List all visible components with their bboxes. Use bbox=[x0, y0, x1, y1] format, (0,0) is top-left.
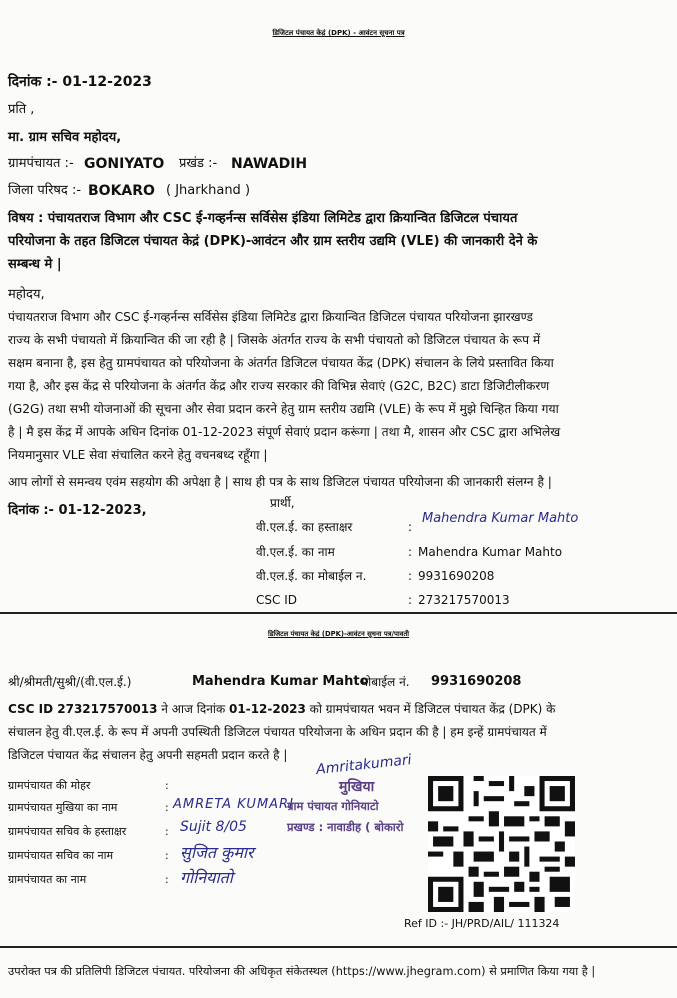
body-line-1: पंचायतराज विभाग और CSC ई-गव्हर्नन्स सर्विसेस इंडिया लिमिटेड द्वारा क्रियान्वित डिजिटल पंचायत परियोजना झारखण्ड bbox=[8, 310, 533, 324]
subject-line-2: परियोजना के तहत डिजिटल पंचायत केद्रं (DPK)-आवंटन और ग्राम स्तरीय उद्यमि (VLE) की जानकारी देने के bbox=[8, 234, 538, 249]
letter-title: डिजिटल पंचायत केद्रं (DPK) - आवंटन सूचना पत्र bbox=[272, 29, 405, 37]
salutation: महोदय, bbox=[8, 287, 45, 302]
subject-line-1: विषय : पंचायतराज विभाग और CSC ई-गव्हर्नन्स सर्विसेस इंडिया लिमिटेड द्वारा क्रियान्वित डिजिटल पंचायत bbox=[8, 211, 518, 226]
mukhiya-name-label: ग्रामपंचायत मुखिया का नाम bbox=[8, 801, 118, 814]
body-line-7: नियमानुसार VLE सेवा संचालित करने हेतु वचनबध्द रहूँगा | bbox=[8, 448, 268, 462]
secretary-name-label: ग्रामपंचायत सचिव का नाम bbox=[8, 849, 114, 862]
receipt-title: डिजिटल पंचायत केद्रं (DPK)-आवंटन सूचना पत्र/पावती bbox=[267, 630, 410, 638]
prati: प्रति , bbox=[8, 102, 35, 117]
receipt-csc-id: CSC ID 273217570013 bbox=[8, 702, 158, 716]
district-value: BOKARO bbox=[88, 183, 155, 199]
stamp-block: प्रखण्ड : नावाडीह ( बोकारो bbox=[287, 820, 404, 834]
footer-divider bbox=[0, 946, 677, 948]
qr-code-icon bbox=[428, 776, 575, 912]
stamp-gram-panchayat: ग्राम पंचायत गोनियाटो bbox=[287, 799, 379, 813]
secretary-name-colon: : bbox=[165, 849, 169, 862]
vle-mobile-value: 9931690208 bbox=[418, 569, 495, 583]
handwritten-signature-top: Amritakumari bbox=[315, 752, 413, 778]
panchayat-name-label: ग्रामपंचायत का नाम bbox=[8, 873, 87, 886]
body-line-6: है | मै इस केंद्र में आपके अधिन दिनांक 01-12-2023 संपूर्ण सेवाएं प्रदान करूंगा | तथा मै, शासन और CSC द्वारा अभिलेख bbox=[8, 425, 561, 439]
handwritten-panchayat-name: गोनियातो bbox=[180, 868, 233, 887]
csc-id-colon: : bbox=[408, 593, 413, 607]
block-value: NAWADIH bbox=[231, 156, 308, 172]
panchayat-name-colon: : bbox=[165, 873, 169, 886]
vle-signature-label: वी.एल.ई. का हस्ताक्षर bbox=[256, 520, 353, 534]
gram-panchayat-label: ग्रामपंचायत :- bbox=[8, 156, 74, 171]
body-line-2: राज्य के सभी पंचायतो में क्रियान्वित की जा रही है | जिसके अंतर्गत राज्य के सभी पंचायतो को डिजिटल पंचायत के रूप में bbox=[8, 333, 541, 347]
stamp-mukhiya: मुखिया bbox=[339, 779, 375, 795]
section-divider bbox=[0, 612, 677, 614]
handwritten-mukhiya-name: AMRETA KUMARI bbox=[173, 797, 294, 812]
vle-mobile-colon: : bbox=[408, 569, 413, 583]
district-label: जिला परिषद :- bbox=[8, 183, 82, 198]
receipt-mobile-value: 9931690208 bbox=[431, 674, 522, 689]
mukhiya-name-colon: : bbox=[165, 801, 169, 814]
closing-line: आप लोगों से समन्वय एवंम सहयोग की अपेक्षा है | साथ ही पत्र के साथ डिजिटल पंचायत परियोजना की जानकारी संलग्न है | bbox=[8, 475, 552, 489]
receipt-name-value: Mahendra Kumar Mahto bbox=[192, 674, 369, 689]
addressee: मा. ग्राम सचिव महोदय, bbox=[8, 130, 122, 145]
receipt-body-line-1-end: को ग्रामपंचायत भवन में डिजिटल पंचायत केंद्र (DPK) के bbox=[305, 702, 556, 716]
ref-id: Ref ID :- JH/PRD/AIL/ 111324 bbox=[404, 917, 560, 930]
vle-name-colon: : bbox=[408, 545, 413, 559]
body-line-3: सक्षम बनाना है, इस हेतु ग्रामपंचायत को परियोजना के अंतर्गत डिजिटल पंचायत केंद्र (DPK) संचालन के लिये प्रस्तावित किया bbox=[8, 356, 554, 370]
letter-date: दिनांक :- 01-12-2023 bbox=[8, 74, 152, 90]
seal-colon: : bbox=[165, 779, 169, 792]
seal-label: ग्रामपंचायत की मोहर bbox=[8, 779, 91, 792]
body-line-5: (G2G) तथा सभी योजनाओं की सूचना और सेवा प्रदान करने हेतु ग्राम स्तरीय उद्यमि (VLE) के रूप में मुझे चिन्हित किया गया bbox=[8, 402, 559, 416]
body-line-4: गया है, और इस केंद्र से परियोजना के अंतर्गत केंद्र और राज्य सरकार की विभिन्न सेवाएं (G2C, B2C) डाटा डिजिटीलीकरण bbox=[8, 379, 550, 393]
prarthi: प्रार्थी, bbox=[270, 496, 295, 510]
vle-signature: Mahendra Kumar Mahto bbox=[422, 511, 579, 526]
receipt-name-prefix: श्री/श्रीमती/सुश्री/(वी.एल.ई.) bbox=[8, 675, 132, 689]
receipt-date: 01-12-2023 bbox=[229, 702, 306, 716]
footer-date: दिनांक :- 01-12-2023, bbox=[8, 503, 147, 518]
handwritten-secretary-name: सुजित कुमार bbox=[180, 843, 254, 862]
vle-mobile-label: वी.एल.ई. का मोबाईल न. bbox=[256, 569, 367, 583]
secretary-signature-colon: : bbox=[165, 825, 169, 838]
receipt-body-line-3: डिजिटल पंचायत केंद्र संचालन हेतु अपनी सहमती प्रदान करते है | bbox=[8, 748, 288, 762]
vle-name-label: वी.एल.ई. का नाम bbox=[256, 545, 335, 559]
gram-panchayat-value: GONIYATO bbox=[84, 156, 165, 172]
csc-id-label: CSC ID bbox=[256, 593, 297, 607]
block-label: प्रखंड :- bbox=[179, 156, 218, 171]
receipt-mobile-label: मोबाईल नं. bbox=[361, 675, 410, 689]
handwritten-secretary-signature: Sujit 8/05 bbox=[180, 819, 247, 835]
secretary-signature-label: ग्रामपंचायत सचिव के हस्ताक्षर bbox=[8, 825, 127, 838]
receipt-body-line-2: संचालन हेतु वी.एल.ई. के रूप में अपनी उपस्थिती डिजिटल पंचायत परियोजना के अधिन प्रदान की है | हम इन्हें ग्रामपंचायत में bbox=[8, 725, 547, 739]
receipt-body-line-1-rest: ने आज दिनांक bbox=[157, 702, 230, 716]
state-value: ( Jharkhand ) bbox=[166, 183, 251, 198]
vle-name-value: Mahendra Kumar Mahto bbox=[418, 545, 563, 559]
footer-note: उपरोक्त पत्र की प्रतिलिपी डिजिटल पंचायत. परियोजना की अधिकृत संकेतस्थल (https://www.jhegram.com) से प्रमाणित किया गया है | bbox=[8, 965, 596, 978]
receipt-body-line-1 bbox=[8, 703, 555, 715]
csc-id-value: 273217570013 bbox=[418, 593, 510, 607]
subject-line-3: सम्बन्ध मे | bbox=[8, 257, 62, 272]
vle-signature-colon: : bbox=[408, 520, 413, 534]
